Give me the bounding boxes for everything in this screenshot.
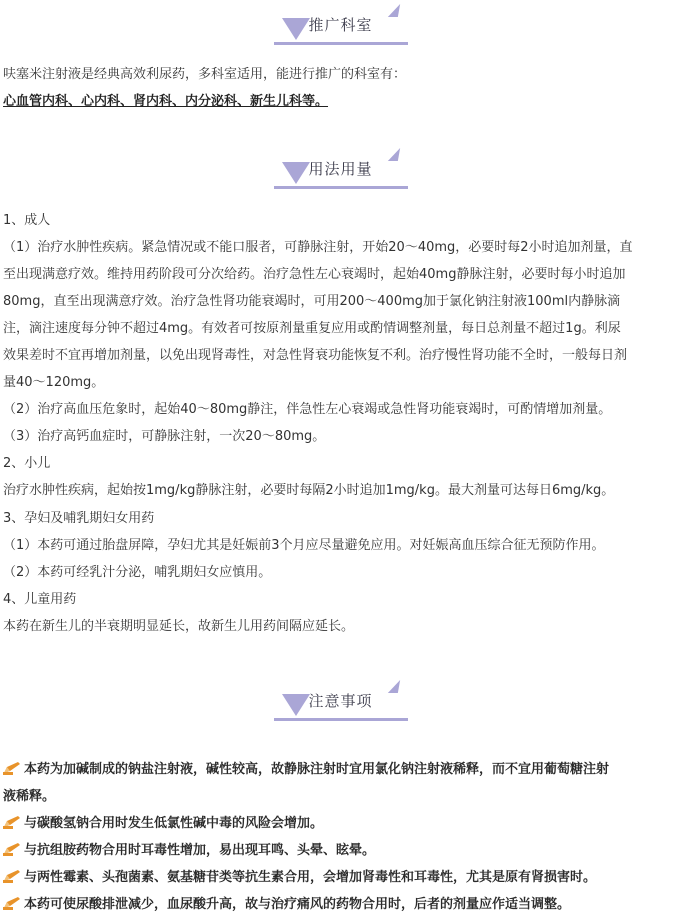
section-header-usage — [0, 148, 681, 198]
section-header-caution — [0, 680, 681, 730]
pencil-hand-icon — [3, 869, 21, 883]
caution-note-text: 与碳酸氢钠合用时发生低氯性碱中毒的风险会增加。 — [24, 816, 324, 831]
adult-item-1: 80mg，直至出现满意疗效。治疗急性肾功能衰竭时，可用200～400mg加于氯化钠注射液100ml内静脉滴 — [3, 294, 621, 309]
caution-note-text: 本药为加碱制成的钠盐注射液，碱性较高，故静脉注射时宜用氯化钠注射液稀释，而不宜用葡萄糖注射 — [24, 762, 610, 777]
child-heading: 2、小儿 — [3, 456, 51, 471]
pencil-hand-icon — [3, 896, 21, 910]
section-title: 用法用量 — [308, 160, 373, 178]
pediatric-item-1: 本药在新生儿的半衰期明显延长，故新生儿用药间隔应延长。 — [3, 619, 355, 634]
caution-note — [3, 756, 679, 783]
caution-note — [3, 891, 679, 918]
pencil-hand-icon — [3, 842, 21, 856]
adult-item-1: （1）治疗水肿性疾病。紧急情况或不能口服者，可静脉注射，开始20～40mg，必要时每2小时追加剂量，直 — [3, 240, 633, 255]
caution-note-text: 与抗组胺药物合用时耳毒性增加，易出现耳鸣、头晕、眩晕。 — [24, 843, 376, 858]
promotion-departments — [3, 88, 679, 115]
pregnancy-item-2: （2）本药可经乳汁分泌，哺乳期妇女应慎用。 — [3, 565, 272, 580]
adult-item-3: （3）治疗高钙血症时，可静脉注射，一次20～80mg。 — [3, 429, 326, 444]
pencil-hand-icon — [3, 815, 21, 829]
adult-item-1: 注，滴注速度每分钟不超过4mg。有效者可按原剂量重复应用或酌情调整剂量，每日总剂量不超过1g。利尿 — [3, 321, 621, 336]
adult-item-2: （2）治疗高血压危象时，起始40～80mg静注，伴急性左心衰竭或急性肾功能衰竭时，可酌情增加剂量。 — [3, 402, 612, 417]
caution-note-text: 本药可使尿酸排泄减少，血尿酸升高，故与治疗痛风的药物合用时，后者的剂量应作适当调整。 — [24, 897, 571, 912]
pediatric-heading: 4、儿童用药 — [3, 592, 77, 607]
pregnancy-heading: 3、孕妇及哺乳期妇女用药 — [3, 511, 155, 526]
section-underline — [274, 42, 408, 45]
caution-note-continued: 液稀释。 — [3, 789, 56, 804]
pencil-hand-icon — [3, 761, 21, 775]
section-underline — [274, 186, 408, 189]
section-title: 推广科室 — [308, 16, 373, 34]
pregnancy-item-1: （1）本药可通过胎盘屏障，孕妇尤其是妊娠前3个月应尽量避免应用。对妊娠高血压综合征无预防作用。 — [3, 538, 605, 553]
section-title: 注意事项 — [308, 692, 373, 710]
section-header-promotion — [0, 4, 681, 54]
adult-heading: 1、成人 — [3, 213, 51, 228]
caution-note — [3, 837, 679, 864]
child-item-1: 治疗水肿性疾病，起始按1mg/kg静脉注射，必要时每隔2小时追加1mg/kg。最大剂量可达每日6mg/kg。 — [3, 483, 615, 498]
adult-item-1: 量40～120mg。 — [3, 375, 105, 390]
caution-note — [3, 864, 679, 891]
section-underline — [274, 718, 408, 721]
caution-note-text: 与两性霉素、头孢菌素、氨基糖苷类等抗生素合用，会增加肾毒性和耳毒性，尤其是原有肾损害时。 — [24, 870, 597, 885]
adult-item-1: 效果差时不宜再增加剂量，以免出现肾毒性，对急性肾衰功能恢复不利。治疗慢性肾功能不全时，一般每日剂 — [3, 348, 628, 363]
department-list: 心血管内科、心内科、肾内科、内分泌科、新生儿科等。 — [3, 94, 329, 109]
adult-item-1: 至出现满意疗效。维持用药阶段可分次给药。治疗急性左心衰竭时，起始40mg静脉注射，必要时每小时追加 — [3, 267, 626, 282]
promotion-intro: 呋塞米注射液是经典高效利尿药，多科室适用，能进行推广的科室有： — [3, 67, 407, 82]
caution-note — [3, 810, 679, 837]
